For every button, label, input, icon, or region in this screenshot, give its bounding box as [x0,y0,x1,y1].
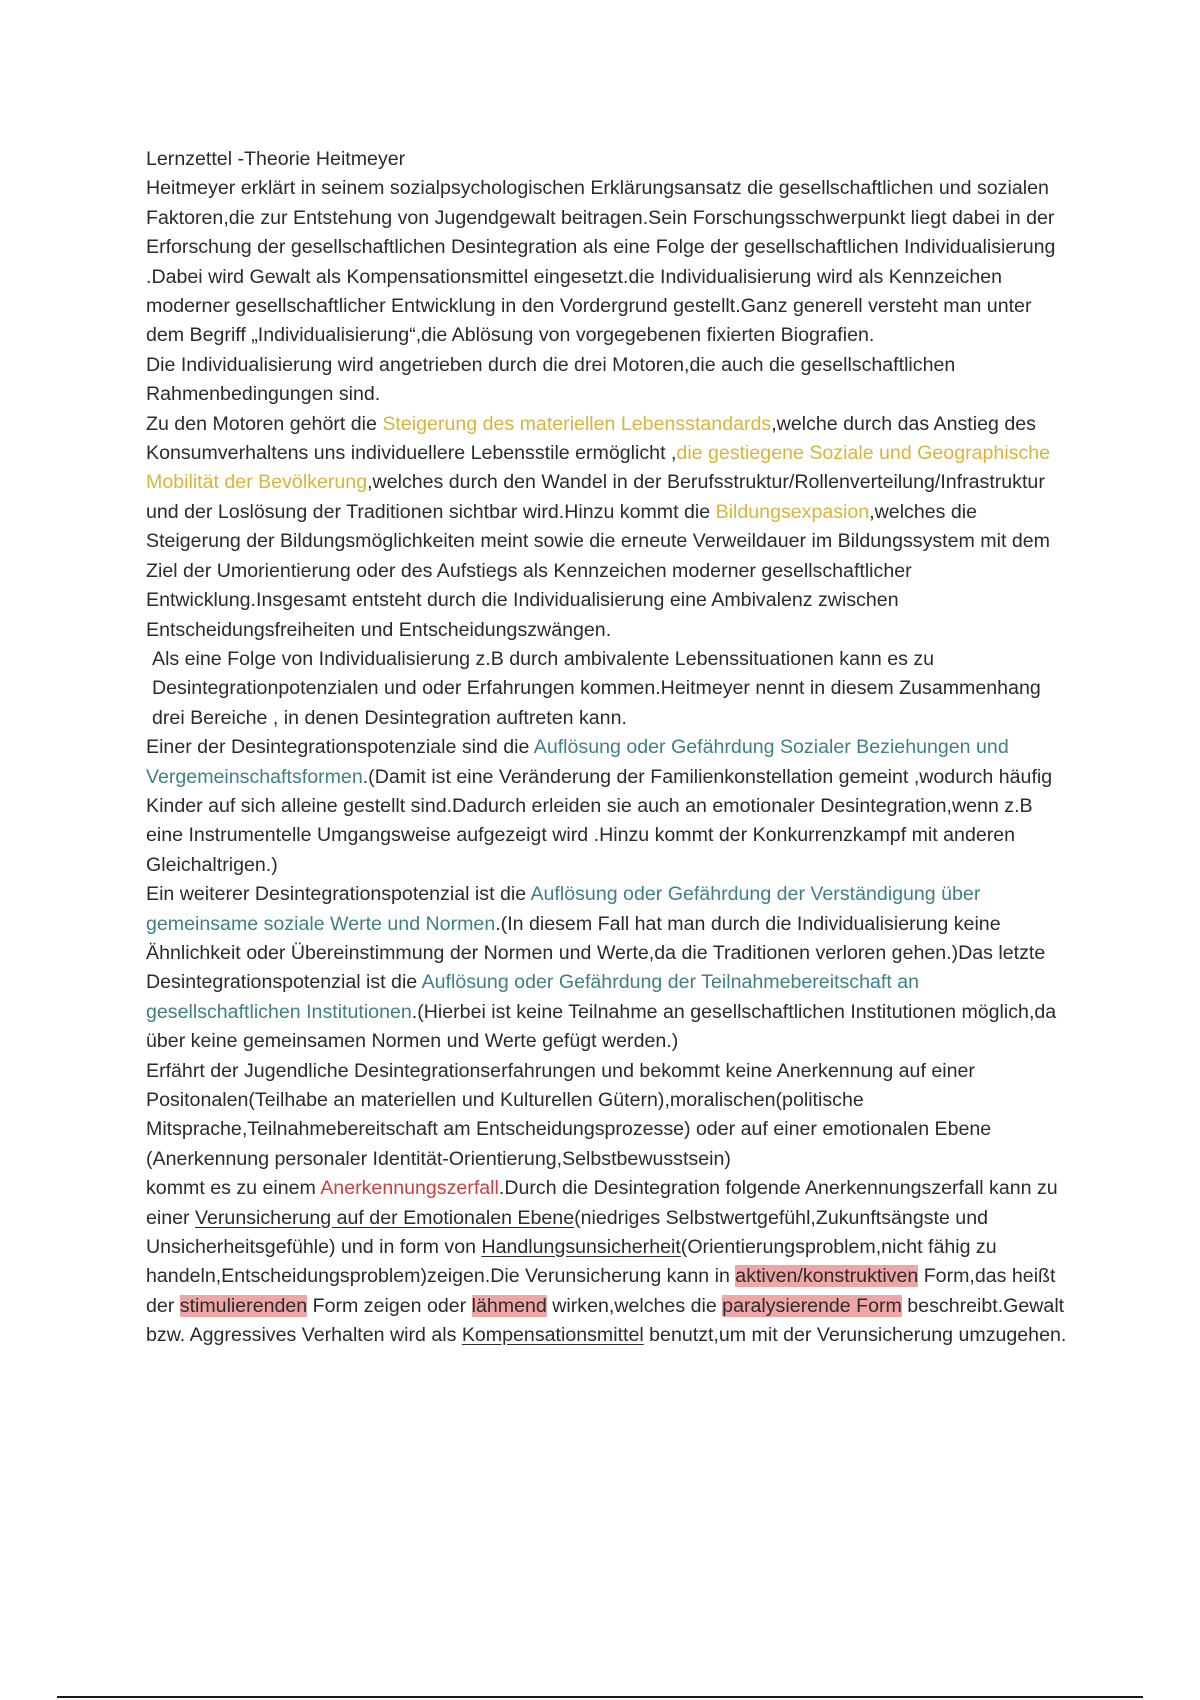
paragraph-social-relations [146,733,1071,880]
text-run: Einer der Desintegrationspotenziale sind die [146,736,534,759]
paragraph-intro: Heitmeyer erklärt in seinem sozialpsychologischen Erklärungsansatz die gesellschaftlichen und sozialen Faktoren,die zur Entstehung von Jugendgewalt beitragen.Sein Forschungsschwerpunkt liegt dabei in der Erforschung der gesellschaftlichen Desintegration als eine Folge der gesellschaftlichen Individualisierung .Dabei wird Gewalt als Kompensationsmittel eingesetzt.die Individualisierung wird als Kennzeichen moderner gesellschaftlicher Entwicklung in den Vordergrund gestellt.Ganz generell versteht man unter dem Begriff „Individualisierung“,die Ablösung von vorgegebenen fixierten Biografien. [146,177,1056,347]
highlight-living-standard: Steigerung des materiellen Lebensstandards [382,412,772,435]
paragraph-recognition-levels: Erfährt der Jugendliche Desintegrationserfahrungen und bekommt keine Anerkennung auf einer Positonalen(Teilhabe an materiellen und Kulturellen Gütern),moralischen(politische Mitsprache,Teilnahmebereitschaft am Entscheidungsprozesse) oder auf einer emotionalen Ebene (Anerkennung personaler Identität-Orientierung,Selbstbewusstsein) [146,1059,992,1170]
text-run: .(Hierbei ist keine Teilnahme an gesellschaftlichen Institutionen möglich,da über keine gemeinsamen Normen und Werte gefügt werden.) [146,1000,1057,1053]
highlight-social-relations: Auflösung oder Gefährdung Sozialer Beziehungen und Vergemeinschaftsformen [146,736,1009,788]
underline-compensation-means: Kompensationsmittel [461,1324,644,1347]
highlight-mobility: die gestiegene Soziale und Geographische Mobilität der Bevölkerung [146,442,1051,494]
text-run: beschreibt.Gewalt bzw. Aggressives Verhalten wird als [146,1294,1065,1347]
page-bottom-rule [57,1696,1143,1698]
paragraph-motors [146,410,1071,645]
text-run: (Orientierungsproblem,nicht fähig zu handeln,Entscheidungsproblem)zeigen.Die Verunsicherung kann in [146,1236,997,1288]
text-run: .(Damit ist eine Veränderung der Familienkonstellation gemeint ,wodurch häufig Kinder auf sich alleine gestellt sind.Dadurch erleiden sie auch an emotionaler Desintegration,wenn z.B eine Instrumentelle Umgangsweise aufgezeigt wird .Hinzu kommt der Konkurrenzkampf mit anderen Gleichaltrigen.) [146,765,1053,876]
text-run: Zu den Motoren gehört die [146,412,383,435]
text-run: wirken,welches die [546,1294,723,1317]
text-run: Form,das heißt der [146,1265,1056,1317]
text-run: Form zeigen oder [307,1294,472,1317]
text-run: kommt es zu einem [146,1177,321,1200]
marker-stimulating: stimulierenden [179,1294,308,1317]
text-run: ,welches durch den Wandel in der Berufsstruktur/Rollenverteilung/Infrastruktur und der Loslösung der Traditionen sichtbar wird.Hinzu kommt die [146,471,1045,523]
highlight-norms: Auflösung oder Gefährdung der Verständigung über gemeinsame soziale Werte und Normen [146,883,981,935]
paragraph-norms-institutions [146,880,1071,1056]
text-run: .(In diesem Fall hat man durch die Individualisierung keine Ähnlichkeit oder Übereinstimmung der Normen und Werte,da die Traditionen verloren gehen.)Das letzte Desintegrationspotenzial ist die [146,912,1046,994]
paragraph-recognition-decay [146,1174,1071,1350]
marker-paralyzing: lähmend [471,1294,547,1317]
underline-action-insecurity: Handlungsunsicherheit [481,1236,681,1259]
text-run: ,welches die Steigerung der Bildungsmöglichkeiten meint sowie die erneute Verweildauer im Bildungssystem mit dem Ziel der Umorientierung oder des Aufstiegs als Kennzeichen moderner gesellschaftlicher Entwicklung.Insgesamt entsteht durch die Individualisierung eine Ambivalenz zwischen Entscheidungsfreiheiten und Entscheidungszwängen. [146,500,1050,641]
text-run: .Durch die Desintegration folgende Anerkennungszerfall kann zu einer [146,1177,1058,1229]
marker-active-constructive: aktiven/konstruktiven [735,1265,919,1288]
paragraph-motors-intro: Die Individualisierung wird angetrieben durch die drei Motoren,die auch die gesellschaftlichen Rahmenbedingungen sind. [146,353,956,406]
document-page [146,145,1071,1351]
paragraph-disintegration-intro: Als eine Folge von Individualisierung z.B durch ambivalente Lebenssituationen kann es zu Desintegrationpotenzialen und oder Erfahrungen kommen.Heitmeyer nennt in diesem Zusammenhang drei Bereiche , in denen Desintegration auftreten kann. [152,647,1041,729]
text-run: (niedriges Selbstwertgefühl,Zukunftsängste und Unsicherheitsgefühle) und in form von [146,1206,988,1259]
highlight-education-expansion: Bildungsexpasion [715,500,870,523]
marker-paralysing-form: paralysierende Form [722,1294,902,1317]
text-run: ,welche durch das Anstieg des Konsumverhaltens uns individuellere Lebensstile ermöglicht , [146,412,1036,465]
document-title: Lernzettel -Theorie Heitmeyer [146,148,406,170]
underline-emotional-insecurity: Verunsicherung auf der Emotionalen Ebene [195,1206,575,1229]
highlight-institutions: Auflösung oder Gefährdung der Teilnahmebereitschaft an gesellschaftlichen Institutionen [146,971,920,1023]
text-run: benutzt,um mit der Verunsicherung umzugehen. [643,1324,1067,1347]
text-run: Ein weiterer Desintegrationspotenzial ist die [146,883,531,906]
highlight-recognition-decay: Anerkennungszerfall [320,1177,499,1200]
